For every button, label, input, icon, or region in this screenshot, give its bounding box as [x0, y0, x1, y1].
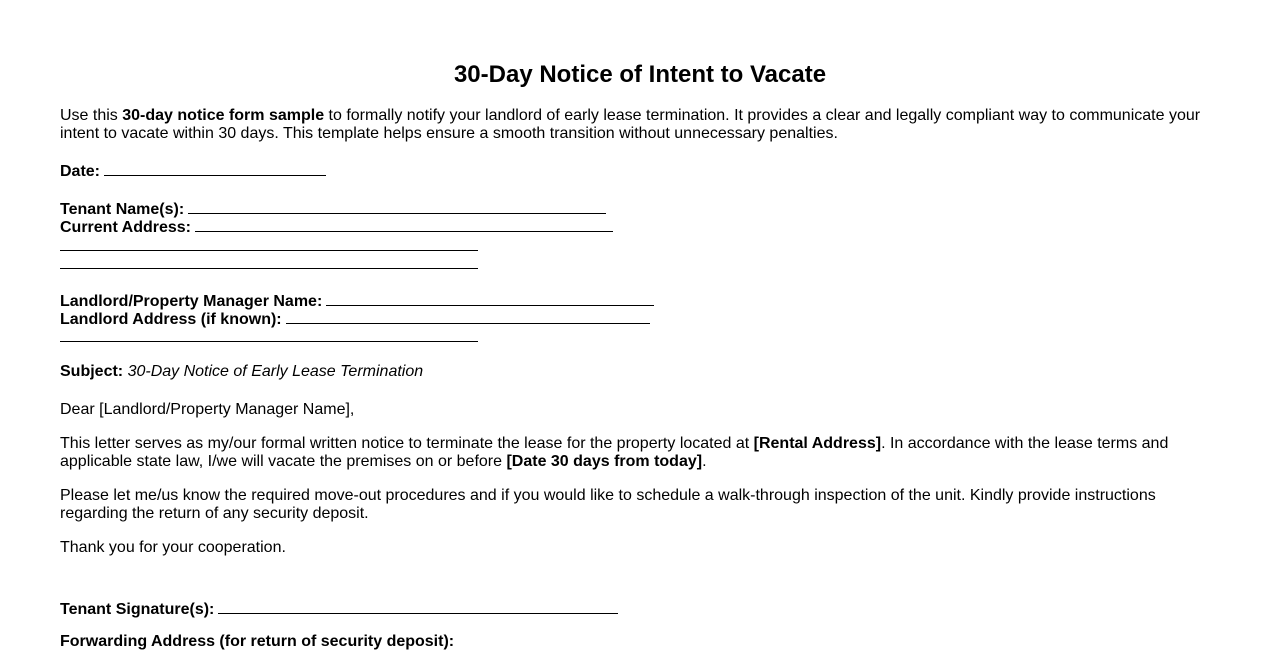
vacate-date-placeholder: [Date 30 days from today]: [506, 453, 703, 470]
forwarding-address-field: [60, 633, 1220, 651]
paragraph1-text-start: This letter serves as my/our formal written notice to terminate the lease for the property located at: [60, 435, 754, 452]
landlord-address-field: [60, 307, 1220, 329]
landlord-address-label: Landlord Address (if known):: [60, 311, 282, 328]
date-field: [60, 159, 1220, 181]
document-title: 30-Day Notice of Intent to Vacate: [453, 61, 827, 88]
letter-paragraph-1: [60, 435, 1220, 471]
tenant-names-blank-line[interactable]: [188, 197, 606, 214]
current-address-field: [60, 215, 1220, 237]
landlord-name-blank-line[interactable]: [326, 289, 654, 306]
rental-address-placeholder: [Rental Address]: [753, 435, 882, 452]
subject-line: [60, 363, 1220, 381]
paragraph1-text-end: .: [702, 453, 707, 470]
landlord-address-line-2[interactable]: [60, 341, 478, 342]
current-address-label: Current Address:: [60, 219, 191, 236]
tenant-signature-label: Tenant Signature(s):: [60, 601, 215, 618]
paragraph1-text-middle: . In accordance with the lease terms and applicable state law, I/we will vacate the premises on or before: [60, 435, 1169, 470]
intro-text-end: to formally notify your landlord of early lease termination. It provides a clear and legally compliant way to communicate your intent to vacate within 30 days. This template helps ensure a smooth transition without unnecessary penalties.: [60, 107, 1201, 142]
date-label: Date:: [60, 163, 101, 180]
subject-text: 30-Day Notice of Early Lease Termination: [127, 363, 424, 380]
closing-line: Thank you for your cooperation.: [60, 539, 286, 556]
intro-paragraph: [60, 107, 1220, 143]
salutation: Dear [Landlord/Property Manager Name],: [60, 401, 355, 418]
intro-bold-phrase: 30-day notice form sample: [122, 107, 325, 124]
landlord-address-blank-line[interactable]: [286, 307, 650, 324]
subject-label: Subject:: [60, 363, 124, 380]
intro-text-start: Use this: [60, 107, 123, 124]
current-address-line-3[interactable]: [60, 268, 478, 269]
letter-paragraph-2: Please let me/us know the required move-out procedures and if you would like to schedule a walk-through inspection of the unit. Kindly provide instructions regarding the return of any security deposit.: [60, 487, 1156, 522]
landlord-name-label: Landlord/Property Manager Name:: [60, 293, 323, 310]
tenant-signature-field: [60, 597, 1220, 619]
forwarding-address-label: Forwarding Address (for return of security deposit):: [60, 633, 455, 650]
tenant-signature-blank-line[interactable]: [218, 597, 618, 614]
date-blank-line[interactable]: [104, 159, 326, 176]
current-address-line-2[interactable]: [60, 250, 478, 251]
current-address-blank-line[interactable]: [195, 215, 613, 232]
tenant-names-label: Tenant Name(s):: [60, 201, 185, 218]
